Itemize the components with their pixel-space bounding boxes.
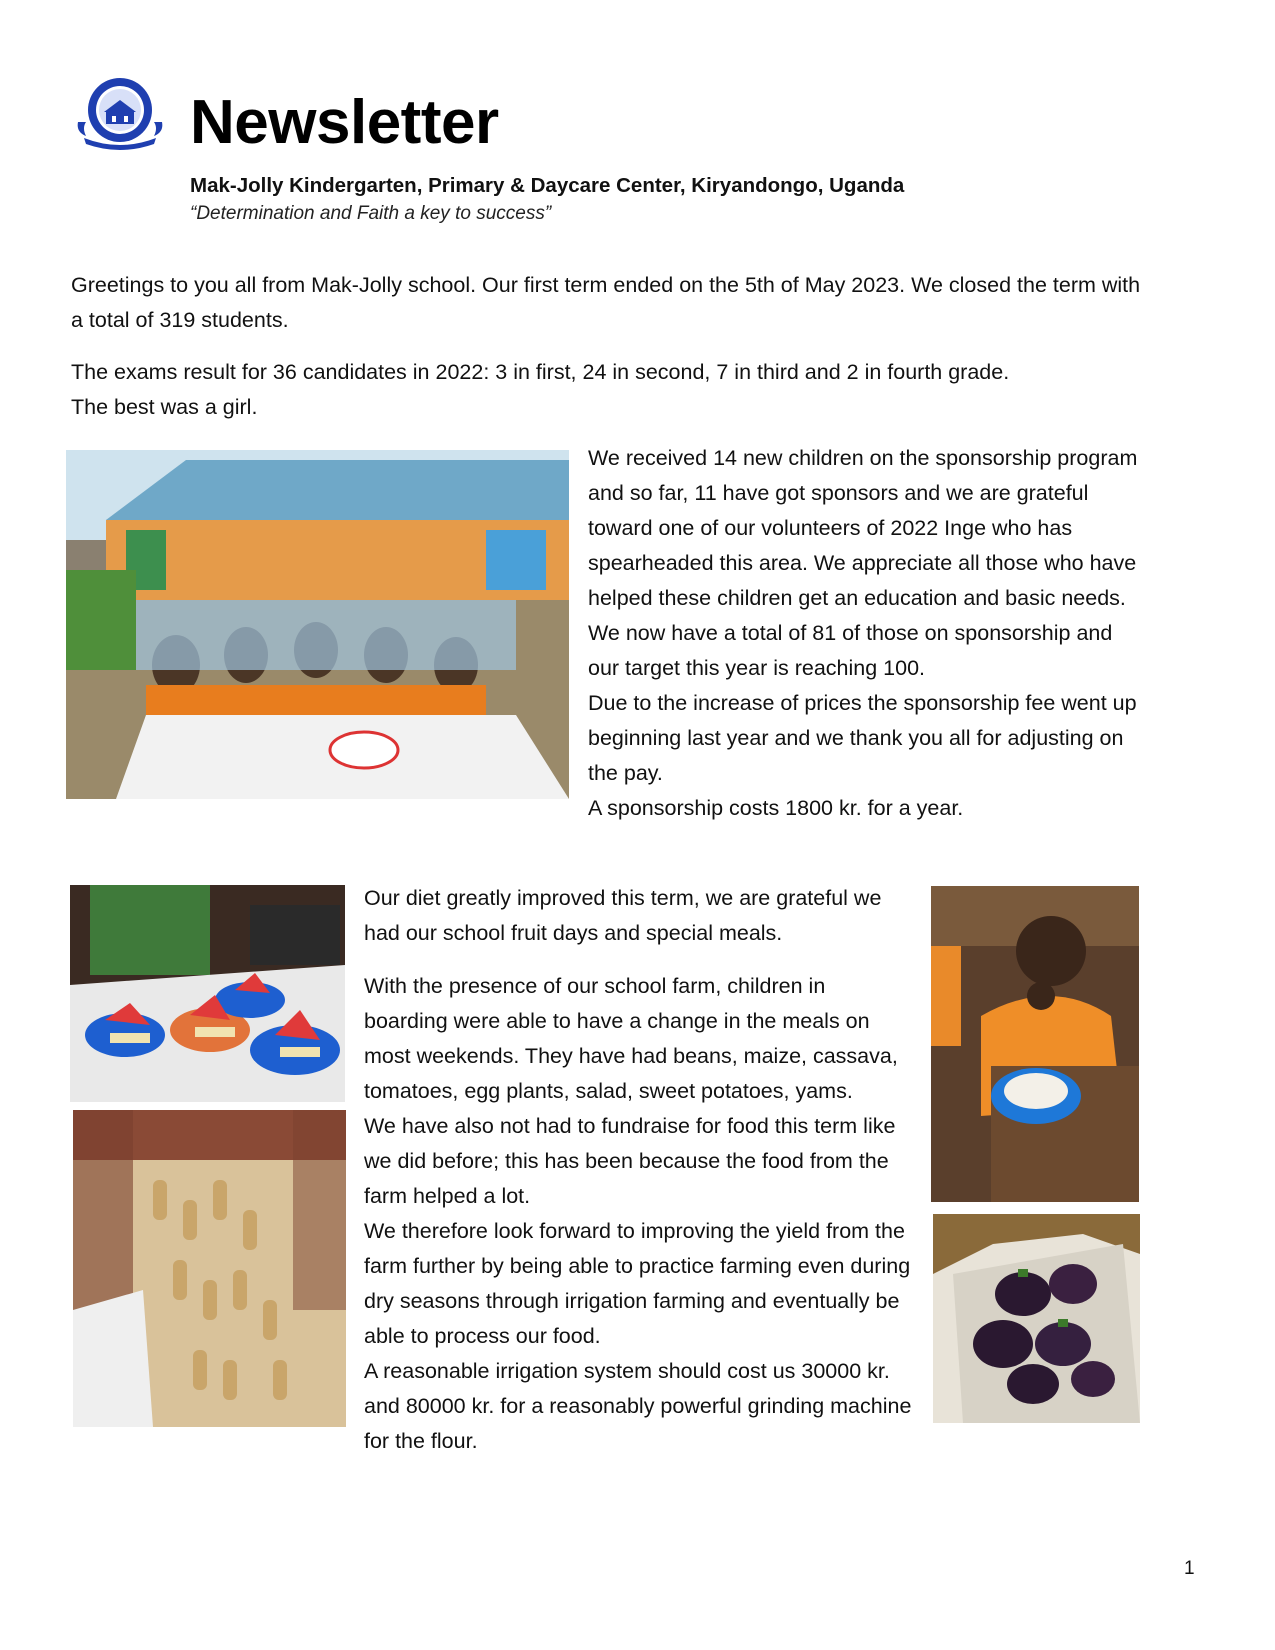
page-title: Newsletter [190,88,499,157]
school-logo [74,76,166,150]
child-eating-photo [931,886,1139,1202]
school-motto: “Determination and Faith a key to success” [190,203,552,224]
fruit-plates-photo [70,885,345,1102]
sponsorship-section [588,441,1148,826]
exam-results [71,355,1171,425]
page-number: 1 [1184,1558,1195,1579]
farm-paragraph: With the presence of our school farm, children in boarding were able to have a change in the meals on most weekends. They have had beans, maize, cassava, tomatoes, egg plants, salad, sweet potatoes, yams. [364,974,898,1103]
fundraise-paragraph: We have also not had to fundraise for food this term like we did before; this has been because the food from the farm helped a lot. [364,1114,896,1208]
school-name: Mak-Jolly Kindergarten, Primary & Daycare Center, Kiryandongo, Uganda [190,174,905,197]
irrigation-paragraph: We therefore look forward to improving the yield from the farm further by being able to practice farming even during dry seasons through irrigation farming and eventually be able to process our food. [364,1219,911,1348]
maize-photo [73,1110,346,1427]
eggplants-photo [933,1214,1140,1423]
children-cake-photo [66,450,569,799]
sponsorship-cost: A sponsorship costs 1800 kr. for a year. [588,796,964,820]
sponsorship-paragraph: We received 14 new children on the sponsorship program and so far, 11 have got sponsors and we are grateful toward one of our volunteers of 2022 Inge who has spearheaded this area. We appreciate all those who have helped these children get an education and basic needs. We now have a total of 81 of those on sponsorship and our target this year is reaching 100. [588,446,1138,680]
intro-paragraph: Greetings to you all from Mak-Jolly school. Our first term ended on the 5th of May 2023. We closed the term with a total of 319 students. [71,273,1141,332]
exam-results-line: The exams result for 36 candidates in 2022: 3 in first, 24 in second, 7 in third and 2 in fourth grade. [71,360,1010,384]
food-section [364,881,914,1459]
best-student-line: The best was a girl. [71,395,258,419]
cost-paragraph: A reasonable irrigation system should cost us 30000 kr. and 80000 kr. for a reasonably powerful grinding machine for the flour. [364,1359,912,1453]
diet-paragraph: Our diet greatly improved this term, we are grateful we had our school fruit days and special meals. [364,886,882,945]
sponsorship-fee-paragraph: Due to the increase of prices the sponsorship fee went up beginning last year and we thank you all for adjusting on the pay. [588,691,1137,785]
